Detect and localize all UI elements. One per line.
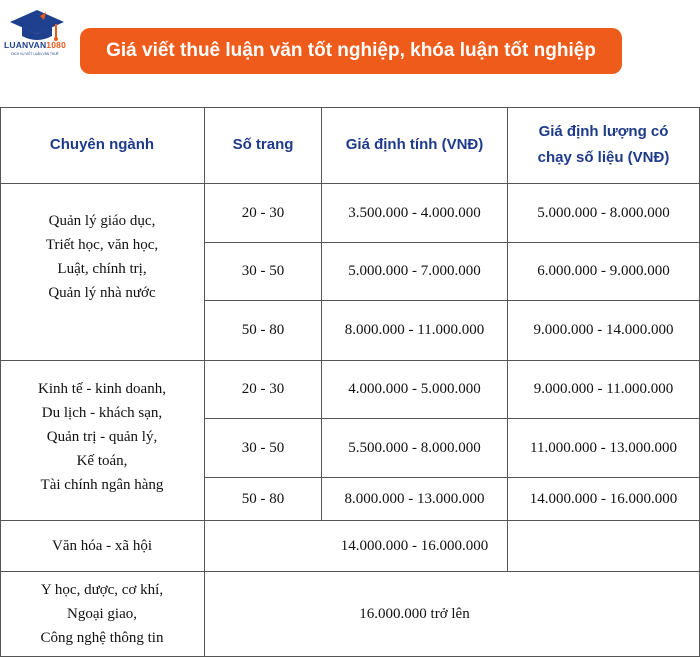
major-item: Quản lý giáo dục,: [48, 213, 156, 229]
header-quant-line1: Giá định lượng có: [538, 123, 669, 140]
qual-price-cell: 3.500.000 - 4.000.000: [348, 204, 481, 221]
group1-majors: [0, 184, 204, 360]
header-major: Chuyên ngành: [49, 136, 155, 153]
group2-majors: [0, 361, 204, 520]
quant-price-cell: 9.000.000 - 11.000.000: [533, 381, 674, 397]
price-table: [0, 107, 700, 657]
qual-price-cell: 5.500.000 - 8.000.000: [348, 439, 481, 456]
quant-price-cell: 14.000.000 - 16.000.000: [529, 490, 678, 507]
title-banner: [80, 28, 622, 74]
header-qualitative-price: Giá định tính (VNĐ): [345, 136, 484, 153]
header-quant-line2: chạy số liệu (VNĐ): [537, 149, 670, 166]
quant-price-cell: 6.000.000 - 9.000.000: [537, 263, 670, 279]
table-border: [507, 520, 508, 571]
quant-price-cell: 9.000.000 - 14.000.000: [533, 322, 674, 338]
major-item: Quản lý nhà nước: [48, 285, 156, 301]
header-pages: Số trang: [232, 136, 294, 153]
pages-cell: 30 - 50: [241, 439, 285, 456]
qual-price-cell: 5.000.000 - 7.000.000: [348, 263, 481, 279]
major-cell: [0, 572, 204, 656]
major-item: Luật, chính trị,: [57, 261, 147, 277]
pages-cell: 20 - 30: [241, 381, 285, 397]
major-item: Tài chính ngân hàng: [40, 476, 164, 493]
price-cell: 16.000.000 trở lên: [359, 605, 470, 622]
major-item: Du lịch - khách sạn,: [41, 404, 163, 421]
major-item: Kế toán,: [76, 452, 128, 469]
pages-cell: 30 - 50: [241, 263, 285, 279]
logo-tagline: DỊCH VỤ VIẾT LUẬN VĂN THUÊ: [11, 52, 59, 56]
major-item: Quản trị - quản lý,: [46, 428, 158, 445]
major-item: Ngoại giao,: [67, 606, 137, 622]
pages-cell: 20 - 30: [241, 204, 285, 221]
logo-wordmark: LUANVAN1080: [3, 40, 67, 50]
qual-price-cell: 8.000.000 - 13.000.000: [344, 490, 485, 507]
major-item: Triết học, văn học,: [45, 237, 159, 253]
pages-cell: 50 - 80: [241, 322, 285, 338]
price-cell: 14.000.000 - 16.000.000: [340, 537, 489, 554]
qual-price-cell: 8.000.000 - 11.000.000: [344, 322, 485, 338]
quant-price-cell: 11.000.000 - 13.000.000: [530, 439, 677, 456]
quant-price-cell: 5.000.000 - 8.000.000: [537, 204, 670, 221]
qual-price-cell: 4.000.000 - 5.000.000: [348, 381, 481, 397]
major-cell: Văn hóa - xã hội: [52, 537, 152, 554]
major-item: Y học, dược, cơ khí,: [40, 582, 164, 598]
header-quantitative-price: [508, 107, 699, 183]
major-item: Kinh tế - kinh doanh,: [38, 380, 166, 397]
pages-cell: 50 - 80: [241, 490, 285, 507]
page-title: Giá viết thuê luận văn tốt nghiệp, khóa luận tốt nghiệp: [106, 40, 596, 61]
major-item: Công nghệ thông tin: [40, 630, 164, 646]
